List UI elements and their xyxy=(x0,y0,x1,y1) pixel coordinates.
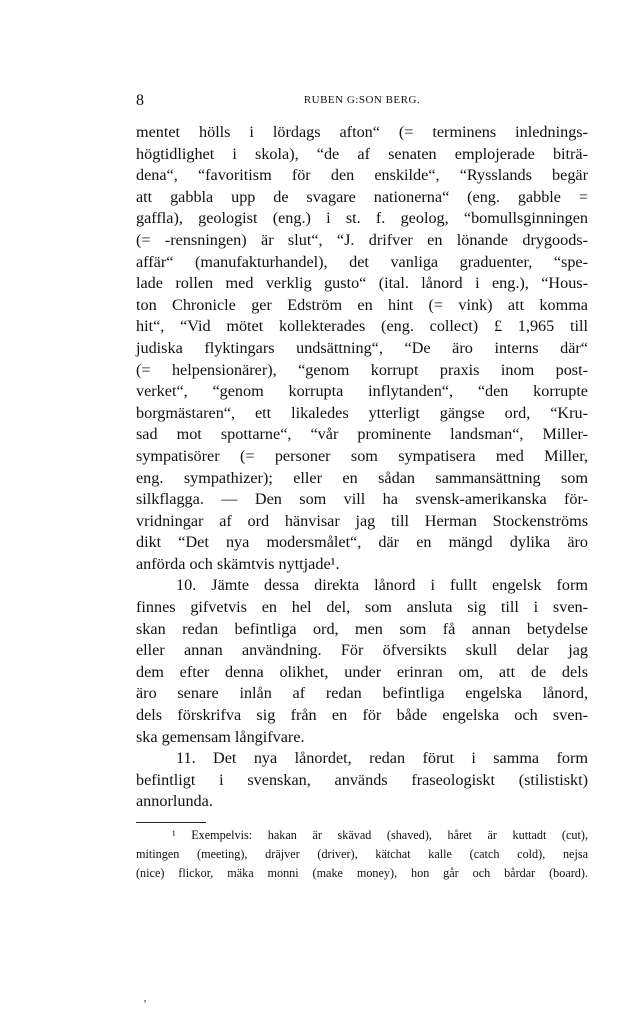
body-line: ton Chronicle ger Edström en hint (= vink) att komma xyxy=(136,295,588,314)
body-line: äro senare inlån af redan befintliga engelska lånord, xyxy=(136,684,588,703)
body-line: dels förskrifva sig från en för både engelska och sven- xyxy=(136,706,588,725)
body-line: högtidlighet i skola), “de af senaten emplojerade biträ- xyxy=(136,144,588,163)
body-line: lade rollen med verklig gusto“ (ital. lånord i eng.), “Hous- xyxy=(136,274,588,293)
body-line: vridningar af ord hänvisar jag till Herman Stockenströms xyxy=(136,511,588,530)
body-line: skan redan befintliga ord, men som få annan betydelse xyxy=(136,619,588,638)
body-line: borgmästaren“, ett likaledes ytterligt gängse ord, “Kru- xyxy=(136,403,588,422)
body-line: eng. sympathizer); eller en sådan sammansättning som xyxy=(136,468,588,487)
body-line: dem efter denna olikhet, under erinran om, att de dels xyxy=(136,662,588,681)
running-head: RUBEN G:SON BERG. xyxy=(303,94,421,106)
section-10-start: 10. Jämte dessa direkta lånord i fullt engelsk form xyxy=(176,576,588,595)
body-line: silkflagga. — Den som vill ha svensk-amerikanska för- xyxy=(136,490,588,509)
body-line: dena“, “favoritism för den enskilde“, “Rysslands begär xyxy=(136,166,588,185)
body-line: annorlunda. xyxy=(136,792,213,811)
body-text xyxy=(136,122,588,813)
footnote-line: mitingen (meeting), dräjver (driver), kätchat kalle (catch cold), nejsa xyxy=(136,847,588,861)
body-line: eller annan användning. För öfversikts skull delar jag xyxy=(136,641,588,660)
body-line: (= -rensningen) är slut“, “J. drifver en lönande drygoods- xyxy=(136,230,588,249)
body-line: gaffla), geologist (eng.) i st. f. geolog, “bomullsginningen xyxy=(136,209,588,228)
footnote-rule xyxy=(136,822,206,823)
body-line: (= helpensionärer), “genom korrupt praxis inom post- xyxy=(136,360,588,379)
body-line: sad mot spottarne“, “vår prominente landsman“, Miller- xyxy=(136,425,588,444)
body-line: anförda och skämtvis nyttjade¹. xyxy=(136,554,340,573)
body-line: sympatisörer (= personer som sympatisera med Miller, xyxy=(136,446,588,465)
body-line: dikt “Det nya modersmålet“, där en mängd dylika äro xyxy=(136,533,588,552)
footnote-line: (nice) flickor, mäka monni (make money), hon går och bårdar (board). xyxy=(136,866,588,880)
page-header xyxy=(136,92,588,112)
body-line: hit“, “Vid mötet kollekterades (eng. collect) £ 1,965 till xyxy=(136,317,588,336)
stray-mark: ‚ xyxy=(143,990,147,1004)
body-line: befintligt i svenskan, används fraseologiskt (stilistiskt) xyxy=(136,770,588,789)
section-11-start: 11. Det nya lånordet, redan förut i samma form xyxy=(176,749,588,768)
body-line: att gabbla upp de svagare nationerna“ (eng. gabble = xyxy=(136,187,588,206)
body-line: ska gemensam långifvare. xyxy=(136,727,305,746)
body-line: judiska flyktingars undsättning“, “De äro interns där“ xyxy=(136,338,588,357)
body-line: finnes gifvetvis en hel del, som ansluta sig till i sven- xyxy=(136,598,588,617)
body-line: verket“, “genom korrupta inflytanden“, “den korrupte xyxy=(136,382,588,401)
footnote xyxy=(136,826,588,883)
body-line: mentet hölls i lördags afton“ (= terminens inlednings- xyxy=(136,123,588,141)
page-number: 8 xyxy=(136,92,144,109)
body-line: affär“ (manufakturhandel), det vanliga graduenter, “spe- xyxy=(136,252,588,271)
footnote-line: ¹ Exempelvis: hakan är skävad (shaved), håret är kuttadt (cut), xyxy=(172,828,588,842)
